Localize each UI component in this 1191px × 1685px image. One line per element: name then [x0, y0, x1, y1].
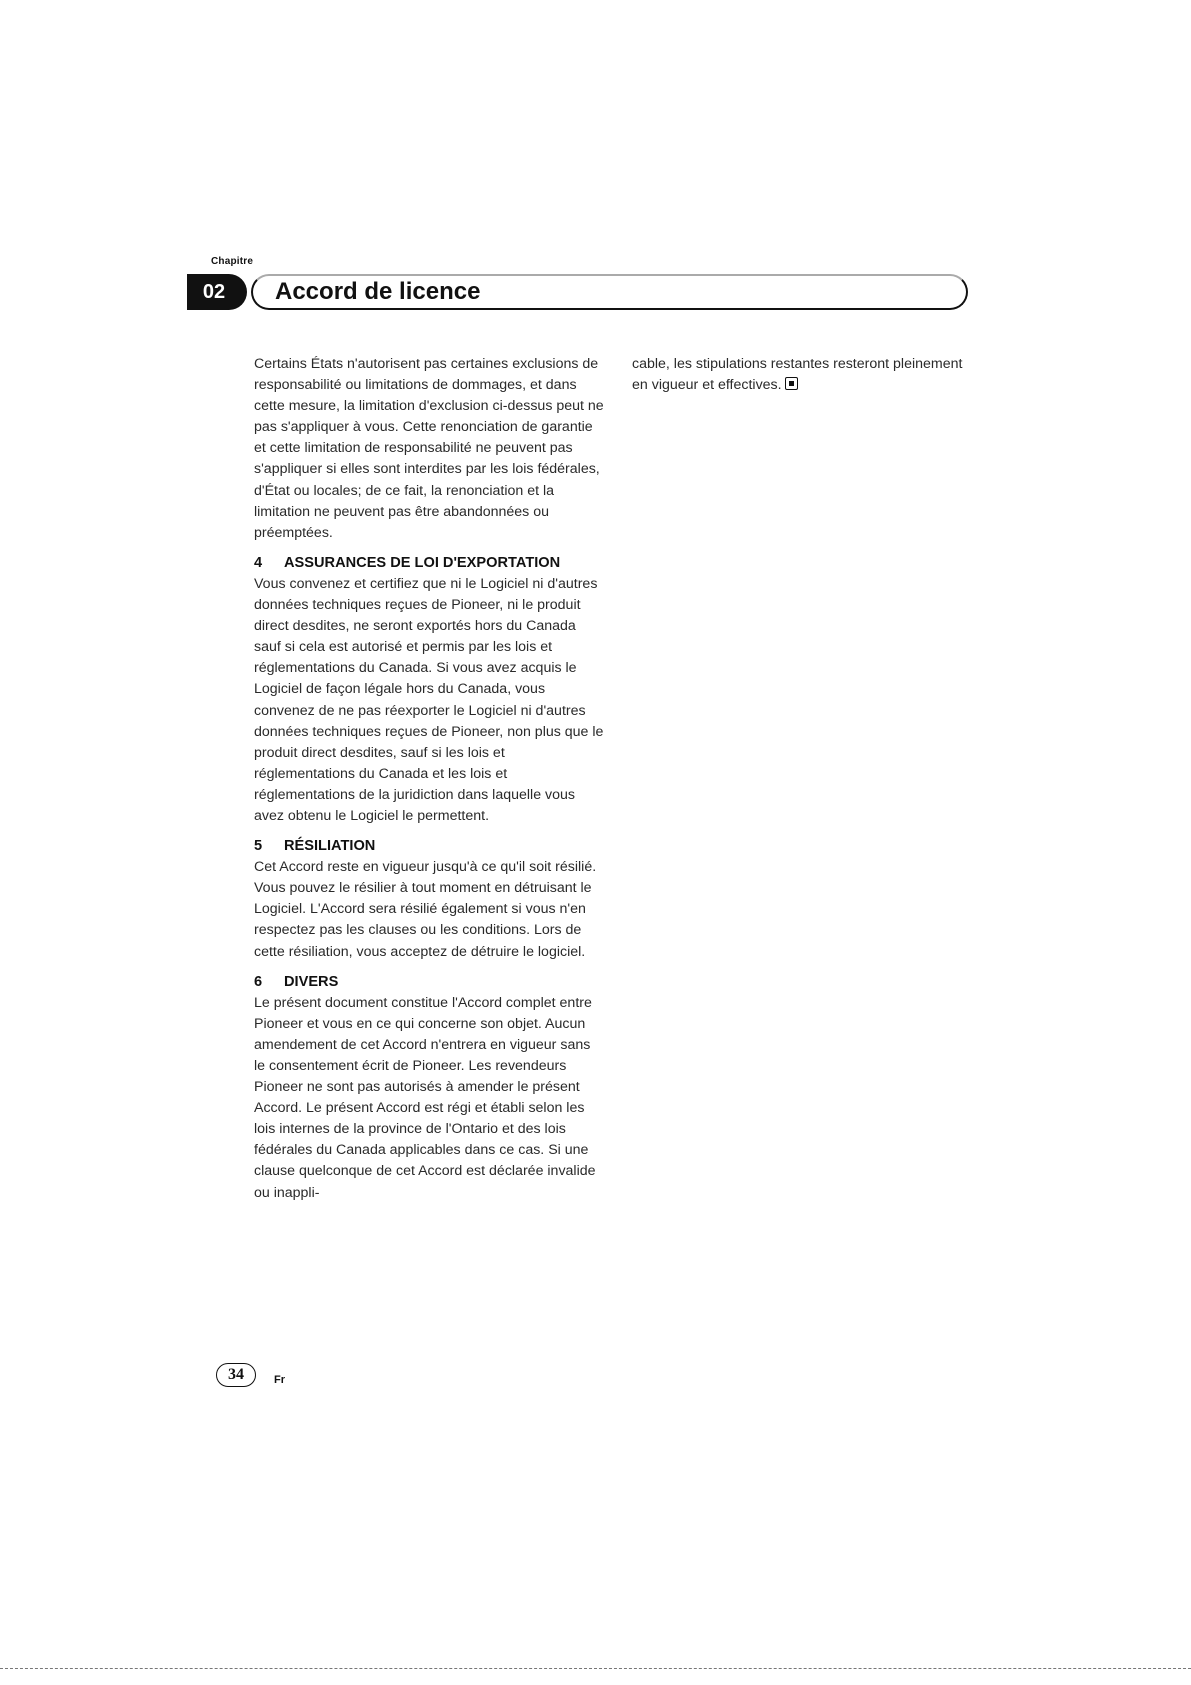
intro-paragraph: Certains États n'autorisent pas certaines exclusions de responsabilité ou limitations de dommages, et dans cette mesure, la limitation d'exclusion ci-dessus peut ne pas s'appliquer à vous. Cette renonciation de garantie et cette limitation de responsabilité ne peuvent pas s'appliquer si elles sont interdites par les lois fédérales, d'État ou locales; de ce fait, la renonciation et la limitation ne peuvent pas être abandonnées ou préemptées.	[254, 356, 604, 541]
chapter-label: Chapitre	[211, 256, 254, 267]
section-number: 6	[254, 973, 263, 990]
section-body: Vous convenez et certifiez que ni le Logiciel ni d'autres données techniques reçues de Pioneer, ni le produit direct desdites, ne seront exportés hors du Canada sauf si cela est autorisé et permis par les lois et réglementations du Canada. Si vous avez acquis le Logiciel de façon légale hors du Canada, vous convenez de ne pas réexporter le Logiciel ni d'autres données techniques reçues de Pioneer, non plus que le produit direct desdites, sauf si les lois et réglementations du Canada et les lois et réglementations de la juridiction dans laquelle vous avez obtenu le Logiciel le permettent.	[254, 575, 604, 824]
section-heading	[254, 972, 604, 993]
page-language: Fr	[274, 1374, 285, 1386]
section-heading	[254, 836, 604, 857]
section-title: DIVERS	[284, 973, 339, 990]
bottom-rule	[0, 1668, 1191, 1669]
section-number: 5	[254, 838, 263, 855]
continuation-text: cable, les stipulations restantes resteront pleinement en vigueur et effectives.	[632, 356, 963, 394]
page-number: 34	[216, 1363, 256, 1387]
right-column	[632, 354, 967, 396]
continuation-paragraph	[632, 354, 967, 396]
end-of-section-icon	[785, 377, 798, 390]
chapter-number-badge: 02	[187, 274, 247, 310]
section-heading	[254, 553, 604, 574]
section-body: Le présent document constitue l'Accord complet entre Pioneer et vous en ce qui concerne son objet. Aucun amendement de cet Accord n'entrera en vigueur sans le consentement écrit de Pioneer. Les revendeurs Pioneer ne sont pas autorisés à amender le présent Accord. Le présent Accord est régi et établi selon les lois internes de la province de l'Ontario et des lois fédérales du Canada applicables dans ce cas. Si une clause quelconque de cet Accord est déclarée invalide ou inappli-	[254, 994, 596, 1201]
section-number: 4	[254, 554, 263, 571]
left-column	[254, 354, 604, 1204]
section-body: Cet Accord reste en vigueur jusqu'à ce qu'il soit résilié. Vous pouvez le résilier à tout moment en détruisant le Logiciel. L'Accord sera résilié également si vous n'en respectez pas les clauses ou les conditions. Lors de cette résiliation, vous acceptez de détruire le logiciel.	[254, 859, 597, 960]
chapter-title: Accord de licence	[275, 278, 481, 305]
section-title: ASSURANCES DE LOI D'EXPORTATION	[284, 554, 561, 571]
section-title: RÉSILIATION	[284, 838, 376, 855]
